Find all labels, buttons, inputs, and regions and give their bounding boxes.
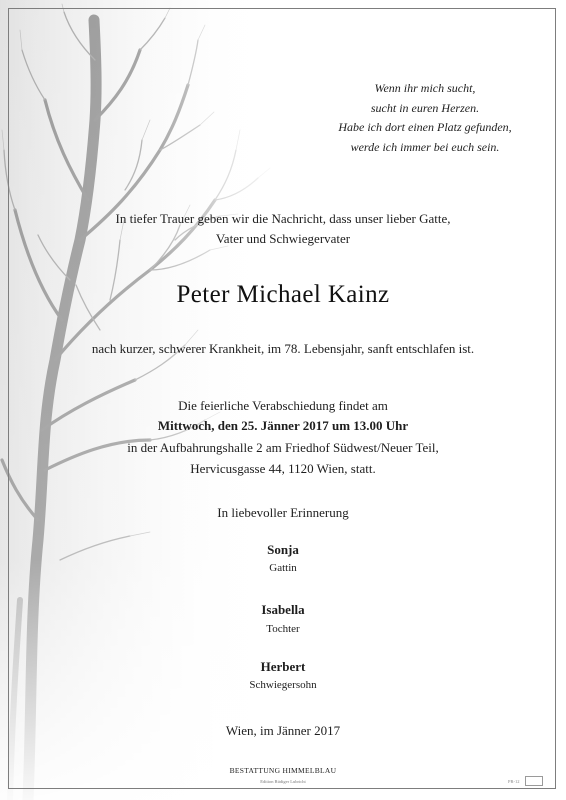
mourner-name: Herbert [260, 659, 306, 674]
intro-line-1: In tiefer Trauer geben wir die Nachricht, dass unser lieber Gatte, [115, 211, 451, 226]
mourner-name: Sonja [267, 542, 299, 557]
poem-line: Wenn ihr mich sucht, [374, 81, 476, 95]
edition-note: Edition Rüdiger Lubricht [260, 779, 306, 784]
ceremony-address: Hervicusgasse 44, 1120 Wien, statt. [190, 461, 376, 476]
barcode-mark [525, 776, 543, 786]
mourner-relation: Gattin [269, 562, 297, 574]
memory-heading: In liebevoller Erinnerung [217, 505, 349, 520]
ceremony-location: in der Aufbahrungshalle 2 am Friedhof Südwest/Neuer Teil, [127, 440, 439, 455]
poem-block [300, 79, 550, 157]
ceremony-date-time: Mittwoch, den 25. Jänner 2017 um 13.00 Uhr [157, 418, 409, 433]
funeral-home: BESTATTUNG HIMMELBLAU [229, 766, 337, 775]
mourner-relation: Schwiegersohn [249, 679, 317, 691]
place-date: Wien, im Jänner 2017 [225, 723, 341, 738]
poem-line: werde ich immer bei euch sein. [350, 139, 500, 154]
document-code: PR-12 [508, 779, 520, 784]
ceremony-line-1: Die feierliche Verabschiedung findet am [178, 398, 388, 413]
deceased-name: Peter Michael Kainz [176, 281, 390, 308]
mourner-relation: Tochter [266, 623, 300, 635]
passing-text: nach kurzer, schwerer Krankheit, im 78. Lebensjahr, sanft entschlafen ist. [91, 341, 475, 356]
poem-line: Habe ich dort einen Platz gefunden, [338, 120, 512, 134]
mourner-name: Isabella [261, 602, 305, 617]
intro-line-2: Vater und Schwiegervater [215, 231, 351, 246]
poem-line: sucht in euren Herzen. [370, 100, 480, 115]
